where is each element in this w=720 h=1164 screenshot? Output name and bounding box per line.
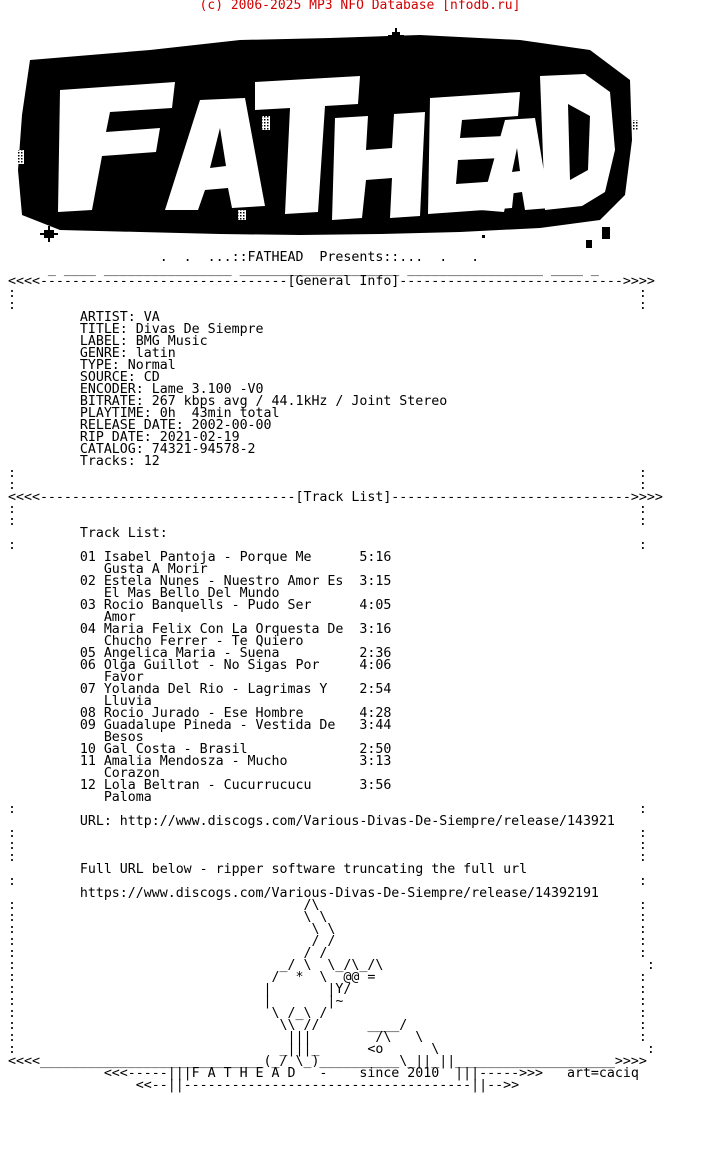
track-row: 02 Estela Nunes - Nuestro Amor Es 3:15 — [8, 574, 392, 589]
track-row: 07 Yolanda Del Rio - Lagrimas Y 2:54 — [8, 682, 392, 697]
ascii-art-line: : / / : — [8, 946, 647, 961]
nfo-line: : : — [8, 826, 647, 841]
title-field: TITLE: Divas De Siempre — [8, 322, 264, 337]
nfo-line: : : — [8, 850, 647, 865]
ascii-art-line: : \ /_\ / : — [8, 1006, 647, 1021]
nfo-line: : : — [8, 298, 647, 313]
track-row: 09 Guadalupe Pineda - Vestida De 3:44 — [8, 718, 392, 733]
encoder-field: ENCODER: Lame 3.100 -V0 — [8, 382, 264, 397]
track-row: 04 Maria Felix Con La Orquesta De 3:16 — [8, 622, 392, 637]
label-field: LABEL: BMG Music — [8, 334, 208, 349]
nfo-line: : : — [8, 838, 647, 853]
nfo-line: : : — [8, 514, 647, 529]
ascii-art-line: : \\ // ____/ : — [8, 1018, 647, 1033]
nfo-line: : : — [8, 466, 647, 481]
tracks-count-field: Tracks: 12 — [8, 454, 160, 469]
site-credit: (c) 2006-2025 MP3 NFO Database [nfodb.ru] — [199, 0, 521, 13]
section-header-general-info: <<<<-------------------------------[General Info]---------------------------->>>> — [8, 274, 655, 289]
section-header-track-list: <<<<--------------------------------[Track List]------------------------------>>>> — [8, 490, 663, 505]
artist-field: ARTIST: VA — [8, 310, 160, 325]
track-row: 12 Lola Beltran - Cucurrucucu 3:56 — [8, 778, 392, 793]
nfo-line: . . ...::FATHEAD Presents::... . . — [8, 250, 480, 265]
footer-signature: <<<-----|||F A T H E A D - since 2010 |||----->>> art=caciq — [8, 1066, 639, 1081]
track-list-heading: Track List: — [8, 526, 168, 541]
track-row: 06 Olga Guillot - No Sigas Por 4:06 — [8, 658, 392, 673]
source-field: SOURCE: CD — [8, 370, 160, 385]
nfo-line: : : — [8, 802, 647, 817]
ascii-art-line: : | |Y/ : — [8, 982, 647, 997]
playtime-field: PLAYTIME: 0h 43min total — [8, 406, 280, 421]
nfo-line: : : — [8, 502, 647, 517]
ascii-art-line: : \ \ : — [8, 922, 647, 937]
ascii-art-line: : ||| /\ \ : — [8, 1030, 647, 1045]
genre-field: GENRE: latin — [8, 346, 176, 361]
track-row: Amor — [8, 610, 136, 625]
track-row: Besos — [8, 730, 144, 745]
footer-border: <<<<____________________________(_/ \_)__________\_||_||____________________>>>> — [8, 1054, 647, 1069]
track-row: El Mas Bello Del Mundo — [8, 586, 280, 601]
fathead-logo — [0, 20, 720, 256]
release-date-field: RELEASE DATE: 2002-00-00 — [8, 418, 272, 433]
track-row: Lluvia — [8, 694, 152, 709]
track-row: 08 Rocio Jurado - Ese Hombre 4:28 — [8, 706, 392, 721]
type-field: TYPE: Normal — [8, 358, 176, 373]
ascii-art-line: : _/ \ \_/\_/\ : — [8, 958, 655, 973]
nfo-body — [8, 252, 663, 1092]
track-row: Favor — [8, 670, 144, 685]
track-row: 05 Angelica Maria - Suena 2:36 — [8, 646, 392, 661]
track-row: 11 Amalia Mendosza - Mucho 3:13 — [8, 754, 392, 769]
nfo-line: : : — [8, 286, 647, 301]
track-row: 10 Gal Costa - Brasil 2:50 — [8, 742, 392, 757]
track-row: Corazon — [8, 766, 160, 781]
nfo-line: : : — [8, 478, 647, 493]
nfo-line: : : — [8, 874, 647, 889]
full-url-line: https://www.discogs.com/Various-Divas-De-Siempre/release/14392191 — [8, 886, 599, 901]
full-url-note: Full URL below - ripper software truncating the full url — [8, 862, 528, 877]
ascii-art-line: : / / : — [8, 934, 647, 949]
nfo-line: : : — [8, 538, 647, 553]
rip-date-field: RIP DATE: 2021-02-19 — [8, 430, 240, 445]
ascii-art-line: : | |~ : — [8, 994, 647, 1009]
track-row: Gusta A Morir — [8, 562, 208, 577]
bitrate-field: BITRATE: 267 kbps avg / 44.1kHz / Joint Stereo — [8, 394, 448, 409]
nfo-line: _ ____ ________________ ____________________ _________________ ____ _ — [8, 262, 599, 277]
track-row: Chucho Ferrer - Te Quiero — [8, 634, 304, 649]
ascii-art-line: : /\ : — [8, 898, 647, 913]
track-row: Paloma — [8, 790, 152, 805]
url-line: URL: http://www.discogs.com/Various-Divas-De-Siempre/release/143921 — [8, 814, 615, 829]
catalog-field: CATALOG: 74321-94578-2 — [8, 442, 256, 457]
track-row: 01 Isabel Pantoja - Porque Me 5:16 — [8, 550, 392, 565]
ascii-art-line: : \ \ : — [8, 910, 647, 925]
footer-tail: <<--||------------------------------------||-->> — [8, 1078, 520, 1093]
track-row: 03 Rocio Banquells - Pudo Ser 4:05 — [8, 598, 392, 613]
ascii-art-line: : / * \ @@ = : — [8, 970, 647, 985]
ascii-art-line: : _|||_ <o \ : — [8, 1042, 655, 1057]
